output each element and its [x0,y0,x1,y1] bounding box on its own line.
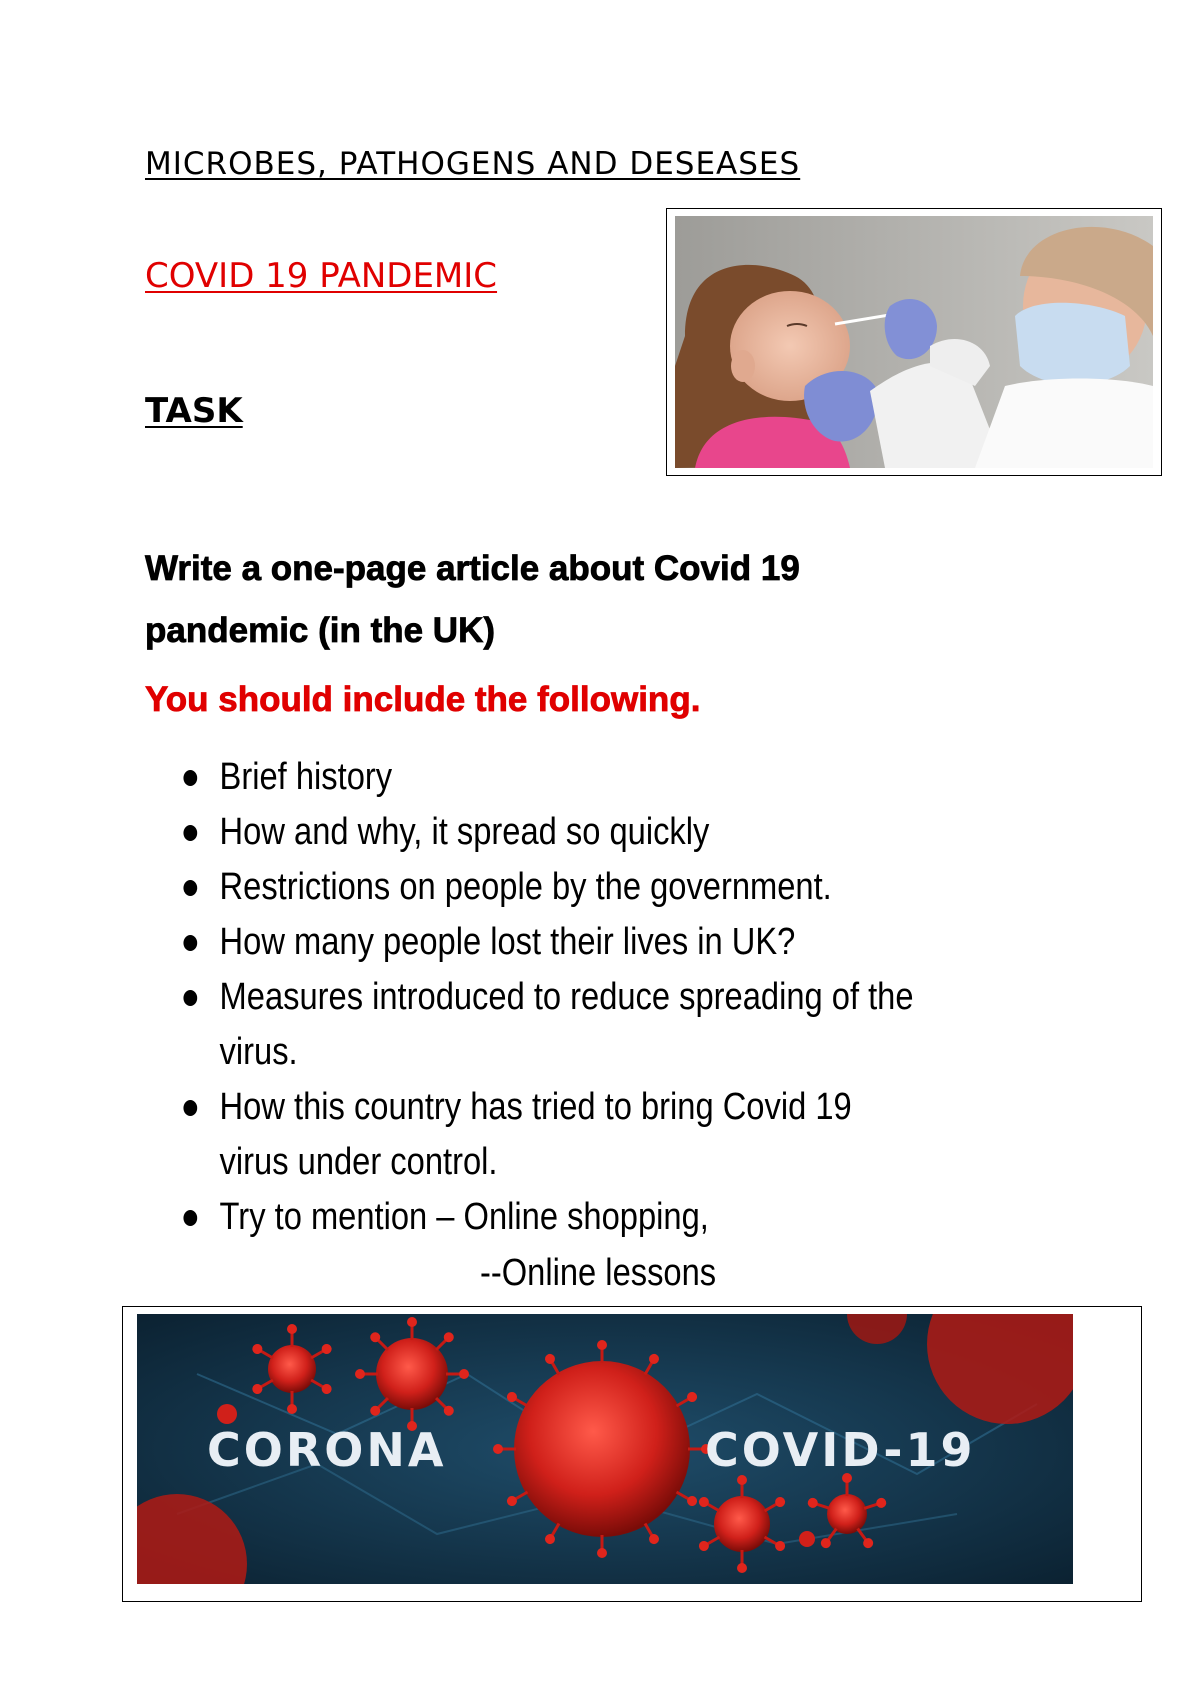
list-item-text: Measures introduced to reduce spreading of the [219,976,914,1018]
bullet-icon [183,880,197,896]
task-heading: TASK [145,391,243,431]
list-item [180,805,954,860]
include-heading: You should include the following. [145,680,701,719]
list-item-text-continued: virus under control. [219,1141,498,1183]
list-item [180,915,954,970]
bullet-icon [183,1100,197,1116]
swab-test-photo [666,208,1162,476]
list-item [180,860,954,915]
virus-illustration [137,1314,1073,1584]
list-item [180,970,954,1080]
bullet-icon [183,1210,197,1226]
banner-right-word: COVID-19 [705,1423,976,1477]
article-instruction [145,538,1045,662]
document-title: MICROBES, PATHOGENS AND DESEASES [145,146,801,182]
list-item-text: Restrictions on people by the government. [219,866,832,908]
swab-test-illustration [675,216,1153,468]
bullet-icon [183,990,197,1006]
bullet-icon [183,770,197,786]
list-item-text: How this country has tried to bring Covid 19 [219,1086,852,1128]
requirements-list [180,750,954,1245]
list-item [180,1190,954,1245]
document-subtitle: COVID 19 PANDEMIC [145,256,498,296]
bullet-icon [183,825,197,841]
banner-left-word: CORONA [207,1423,447,1477]
corona-banner [122,1306,1142,1602]
list-item [180,750,954,805]
list-item-text-continued: virus. [219,1031,298,1073]
list-item-text: How many people lost their lives in UK? [219,921,796,963]
list-item [180,1080,954,1190]
list-item-text: Brief history [219,756,393,798]
instruction-line-2: pandemic (in the UK) [145,611,496,650]
list-item-text: Try to mention – Online shopping, [219,1196,709,1238]
list-continuation: --Online lessons [480,1252,717,1294]
list-item-text: How and why, it spread so quickly [219,811,710,853]
bullet-icon [183,935,197,951]
instruction-line-1: Write a one-page article about Covid 19 [145,549,800,588]
